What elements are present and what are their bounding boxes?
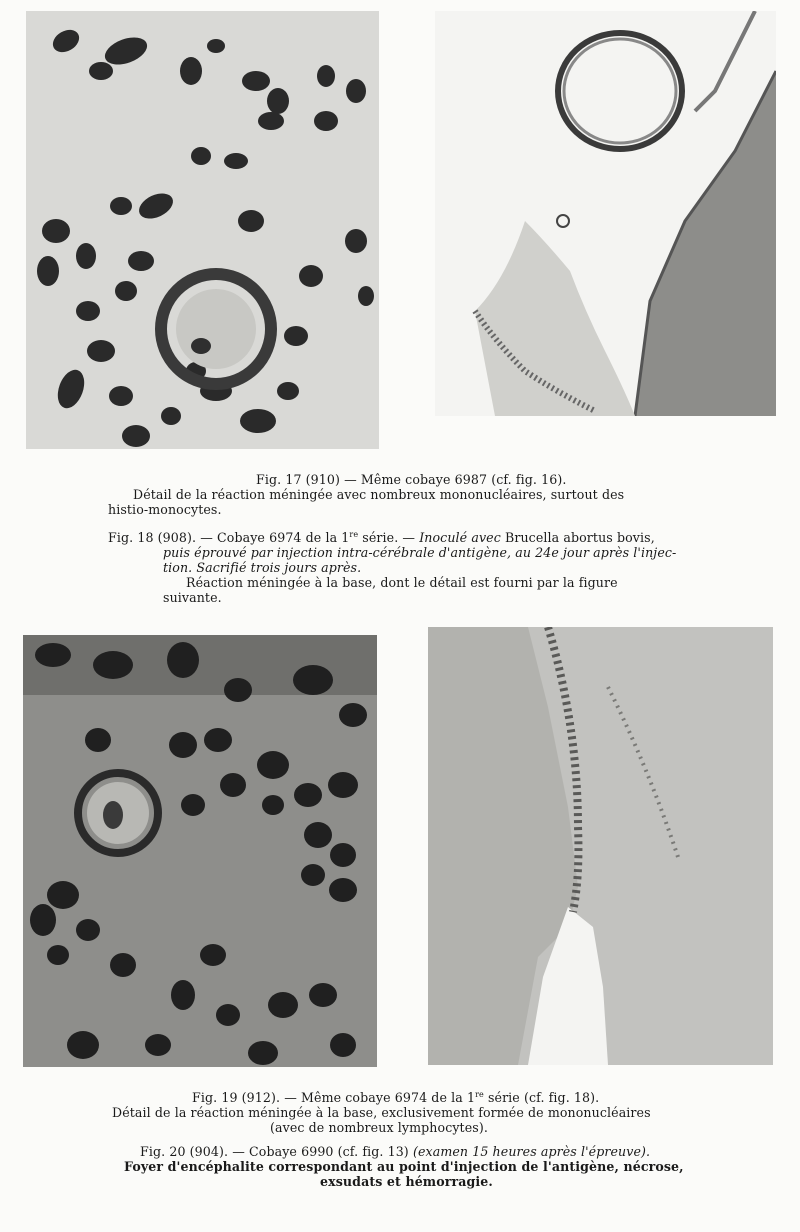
figure-20-caption <box>110 1144 700 1189</box>
figure-20-title-a: Fig. 20 (904). — Cobaye 6990 (cf. fig. 13) <box>140 1144 413 1159</box>
figure-19-title <box>110 1090 700 1105</box>
figure-17-caption <box>108 472 698 517</box>
figure-20-title-italic: (examen 15 heures après l'épreuve). <box>412 1144 651 1159</box>
figure-20-text-line2: Foyer d'encéphalite correspondant au point d'injection de l'antigène, nécrose, <box>124 1159 684 1174</box>
figure-19-micrograph <box>23 635 377 1067</box>
figure-18-text-line2: puis éprouvé par injection intra-cérébrale d'antigène, au 24e jour après l'injec- <box>163 545 677 560</box>
figure-17-photo <box>26 11 379 449</box>
figure-18-caption <box>108 530 698 605</box>
figure-19-title-sup: re <box>475 1089 484 1099</box>
figure-18-title <box>108 530 698 545</box>
figure-17-micrograph <box>26 11 379 449</box>
figure-18-title-a: Fig. 18 (908). — Cobaye 6974 de la 1 <box>108 530 350 545</box>
figure-18-text-line4: Réaction méningée à la base, dont le détail est fourni par la figure <box>186 575 618 590</box>
figure-17-title: Fig. 17 (910) — Même cobaye 6987 (cf. fig. 16). <box>256 472 567 487</box>
figure-19-text-line3: (avec de nombreux lymphocytes). <box>270 1120 488 1135</box>
figure-19-text-line2: Détail de la réaction méningée à la base, exclusivement formée de mononucléaires <box>112 1105 651 1120</box>
figure-18-title-b: série. — <box>358 530 420 545</box>
figure-17-text-line1: Détail de la réaction méningée avec nombreux mononucléaires, surtout des <box>133 487 625 502</box>
figure-20-title <box>110 1144 700 1159</box>
figure-18-text-line3: tion. Sacrifié trois jours après. <box>163 560 362 575</box>
figure-19-photo <box>23 635 377 1067</box>
figure-19-title-b: série (cf. fig. 18). <box>483 1090 600 1105</box>
figure-20-text-line3: exsudats et hémorragie. <box>320 1174 493 1189</box>
figure-20-micrograph <box>428 627 773 1065</box>
figure-18-title-italic: Inoculé avec <box>419 530 501 545</box>
figure-19-title-a: Fig. 19 (912). — Même cobaye 6974 de la 1 <box>192 1090 476 1105</box>
figure-20-photo <box>428 627 773 1065</box>
figure-19-caption <box>110 1090 700 1135</box>
figure-18-micrograph <box>435 11 776 416</box>
figure-18-title-sup: re <box>349 529 359 539</box>
figure-17-text-line2: histio-monocytes. <box>108 502 222 517</box>
figure-18-text-line5: suivante. <box>163 590 222 605</box>
figure-18-photo <box>435 11 776 416</box>
figure-18-title-c: Brucella abortus bovis, <box>500 530 655 545</box>
